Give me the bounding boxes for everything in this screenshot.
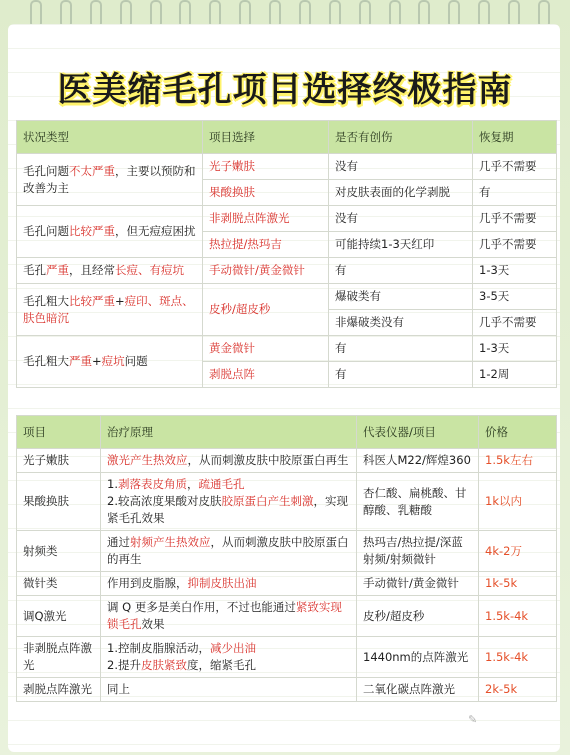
table-row (17, 336, 557, 362)
device-cell: 杏仁酸、扁桃酸、甘醇酸、乳糖酸 (357, 473, 479, 531)
treatment-table (16, 415, 557, 702)
device-cell: 热玛吉/热拉提/深蓝射频/射频微针 (357, 531, 479, 572)
text-segment: 疏通毛孔 (198, 477, 245, 491)
project-cell: 手动微针/黄金微针 (203, 258, 329, 284)
price-cell: 2k-5k (479, 678, 557, 702)
project-cell: 果酸换肤 (203, 180, 329, 206)
text-segment: 度，缩紧毛孔 (186, 658, 256, 672)
table-row (17, 258, 557, 284)
project-cell: 非剥脱点阵激光 (203, 206, 329, 232)
trauma-cell: 爆破类有 (329, 284, 473, 310)
device-cell: 1440nm的点阵激光 (357, 637, 479, 678)
device-cell: 二氧化碳点阵激光 (357, 678, 479, 702)
text-segment: 同上 (107, 682, 130, 696)
column-header: 项目 (17, 416, 101, 449)
project-cell: 热拉提/热玛吉 (203, 232, 329, 258)
text-segment: 效果 (141, 617, 165, 631)
table-row (17, 206, 557, 232)
column-header: 状况类型 (17, 121, 203, 154)
text-segment: ，主要以预防和改善为主 (23, 163, 196, 195)
price-cell: 1k-5k (479, 572, 557, 596)
treatment-name: 调Q激光 (17, 596, 101, 637)
treatment-name: 果酸换肤 (17, 473, 101, 531)
text-segment: 通过 (107, 535, 130, 549)
text-segment: 痘坑 (101, 354, 125, 368)
column-header: 价格 (479, 416, 557, 449)
trauma-cell: 没有 (329, 154, 473, 180)
text-segment: 毛孔粗大 (23, 293, 69, 308)
text-segment: 皮肤紧致 (140, 658, 187, 672)
text-segment: ， (186, 477, 199, 491)
status-cell (17, 206, 203, 258)
text-segment: ，且经常 (69, 263, 115, 277)
trauma-cell: 对皮肤表面的化学剥脱 (329, 180, 473, 206)
recovery-cell: 几乎不需要 (473, 154, 557, 180)
price-cell: 4k-2万 (479, 531, 557, 572)
recovery-cell: 有 (473, 180, 557, 206)
project-cell: 皮秒/超皮秒 (203, 284, 329, 336)
recovery-cell: 几乎不需要 (473, 206, 557, 232)
table-row (17, 473, 557, 531)
text-segment: 严重 (46, 263, 69, 277)
text-segment: ，从而刺激皮肤中胶原蛋白的再生 (107, 535, 349, 566)
recovery-cell: 几乎不需要 (473, 310, 557, 336)
treatment-name: 光子嫩肤 (17, 449, 101, 473)
treatment-name: 射频类 (17, 531, 101, 572)
status-cell (17, 258, 203, 284)
text-segment: 毛孔问题 (23, 163, 69, 178)
column-header: 代表仪器/项目 (357, 416, 479, 449)
table-row (17, 596, 557, 637)
text-segment: 毛孔粗大 (23, 354, 69, 368)
treatment-name: 非剥脱点阵激光 (17, 637, 101, 678)
price-cell: 1k以内 (479, 473, 557, 531)
text-segment: 胶原蛋白产生刺激 (221, 494, 314, 508)
text-segment: 2.较高浓度果酸对皮肤 (107, 494, 222, 508)
treatment-name: 微针类 (17, 572, 101, 596)
recovery-cell: 3-5天 (473, 284, 557, 310)
text-segment: 比较严重 (69, 293, 115, 308)
text-segment: 严重 (69, 354, 92, 368)
text-segment: 比较严重 (69, 224, 115, 238)
principle-cell (101, 596, 357, 637)
principle-cell (101, 637, 357, 678)
table-row (17, 154, 557, 180)
project-cell: 剥脱点阵 (203, 362, 329, 388)
device-cell: 科医人M22/辉煌360 (357, 449, 479, 473)
treatment-table-header (17, 416, 557, 449)
treatment-name: 剥脱点阵激光 (17, 678, 101, 702)
text-segment: 2.提升 (107, 658, 141, 672)
project-cell: 黄金微针 (203, 336, 329, 362)
trauma-cell: 可能持续1-3天红印 (329, 232, 473, 258)
principle-cell (101, 473, 357, 531)
text-segment: 痘印、斑点、肤色暗沉 (23, 293, 194, 325)
text-segment: 长痘、有痘坑 (115, 263, 184, 277)
table-row (17, 572, 557, 596)
trauma-cell: 有 (329, 336, 473, 362)
text-segment: 1. (107, 477, 118, 491)
page-title: 医美缩毛孔项目选择终极指南 (14, 62, 556, 111)
text-segment: 剥落表皮角质 (117, 477, 187, 491)
text-segment: 毛孔问题 (23, 224, 69, 238)
text-segment: 毛孔 (23, 263, 46, 277)
trauma-cell: 没有 (329, 206, 473, 232)
text-segment: ，从而刺激皮肤中胶原蛋白再生 (187, 453, 349, 467)
principle-cell (101, 449, 357, 473)
text-segment: 1.控制皮脂腺活动， (107, 641, 210, 655)
principle-cell (101, 572, 357, 596)
recovery-cell: 1-2周 (473, 362, 557, 388)
price-cell: 1.5k-4k (479, 637, 557, 678)
column-header: 治疗原理 (101, 416, 357, 449)
recovery-cell: 1-3天 (473, 258, 557, 284)
status-cell (17, 284, 203, 336)
watermark-logo: ✎ (468, 713, 478, 726)
recovery-cell: 几乎不需要 (473, 232, 557, 258)
text-segment: 作用到皮脂腺， (107, 576, 188, 590)
text-segment: 激光产生热效应 (107, 453, 188, 467)
status-cell (17, 154, 203, 206)
text-segment: + (92, 354, 102, 368)
text-segment: ，实现紧毛孔效果 (107, 494, 348, 525)
table-row (17, 637, 557, 678)
table-row (17, 678, 557, 702)
text-segment: 射频产生热效应 (130, 535, 211, 549)
text-segment: 抑制皮肤出油 (187, 576, 257, 590)
project-cell: 光子嫩肤 (203, 154, 329, 180)
text-segment: 不太严重 (69, 163, 115, 178)
text-segment: ，但无痘痘困扰 (115, 224, 196, 238)
column-header: 是否有创伤 (329, 121, 473, 154)
device-cell: 皮秒/超皮秒 (357, 596, 479, 637)
principle-cell (101, 678, 357, 702)
trauma-cell: 有 (329, 258, 473, 284)
device-cell: 手动微针/黄金微针 (357, 572, 479, 596)
text-segment: + (115, 293, 125, 308)
text-segment: 紧致实现锁毛孔 (107, 600, 342, 631)
principle-cell (101, 531, 357, 572)
recovery-cell: 1-3天 (473, 336, 557, 362)
trauma-cell: 非爆破类没有 (329, 310, 473, 336)
trauma-cell: 有 (329, 362, 473, 388)
text-segment: 问题 (124, 354, 148, 368)
table-row (17, 449, 557, 473)
column-header: 项目选择 (203, 121, 329, 154)
text-segment: 调 Q 更多是美白作用，不过也能通过 (107, 600, 296, 614)
price-cell: 1.5k左右 (479, 449, 557, 473)
price-cell: 1.5k-4k (479, 596, 557, 637)
status-cell (17, 336, 203, 388)
column-header: 恢复期 (473, 121, 557, 154)
text-segment: 减少出油 (209, 641, 256, 655)
table-row (17, 531, 557, 572)
condition-table (16, 120, 557, 388)
condition-table-header (17, 121, 557, 154)
table-row (17, 284, 557, 310)
